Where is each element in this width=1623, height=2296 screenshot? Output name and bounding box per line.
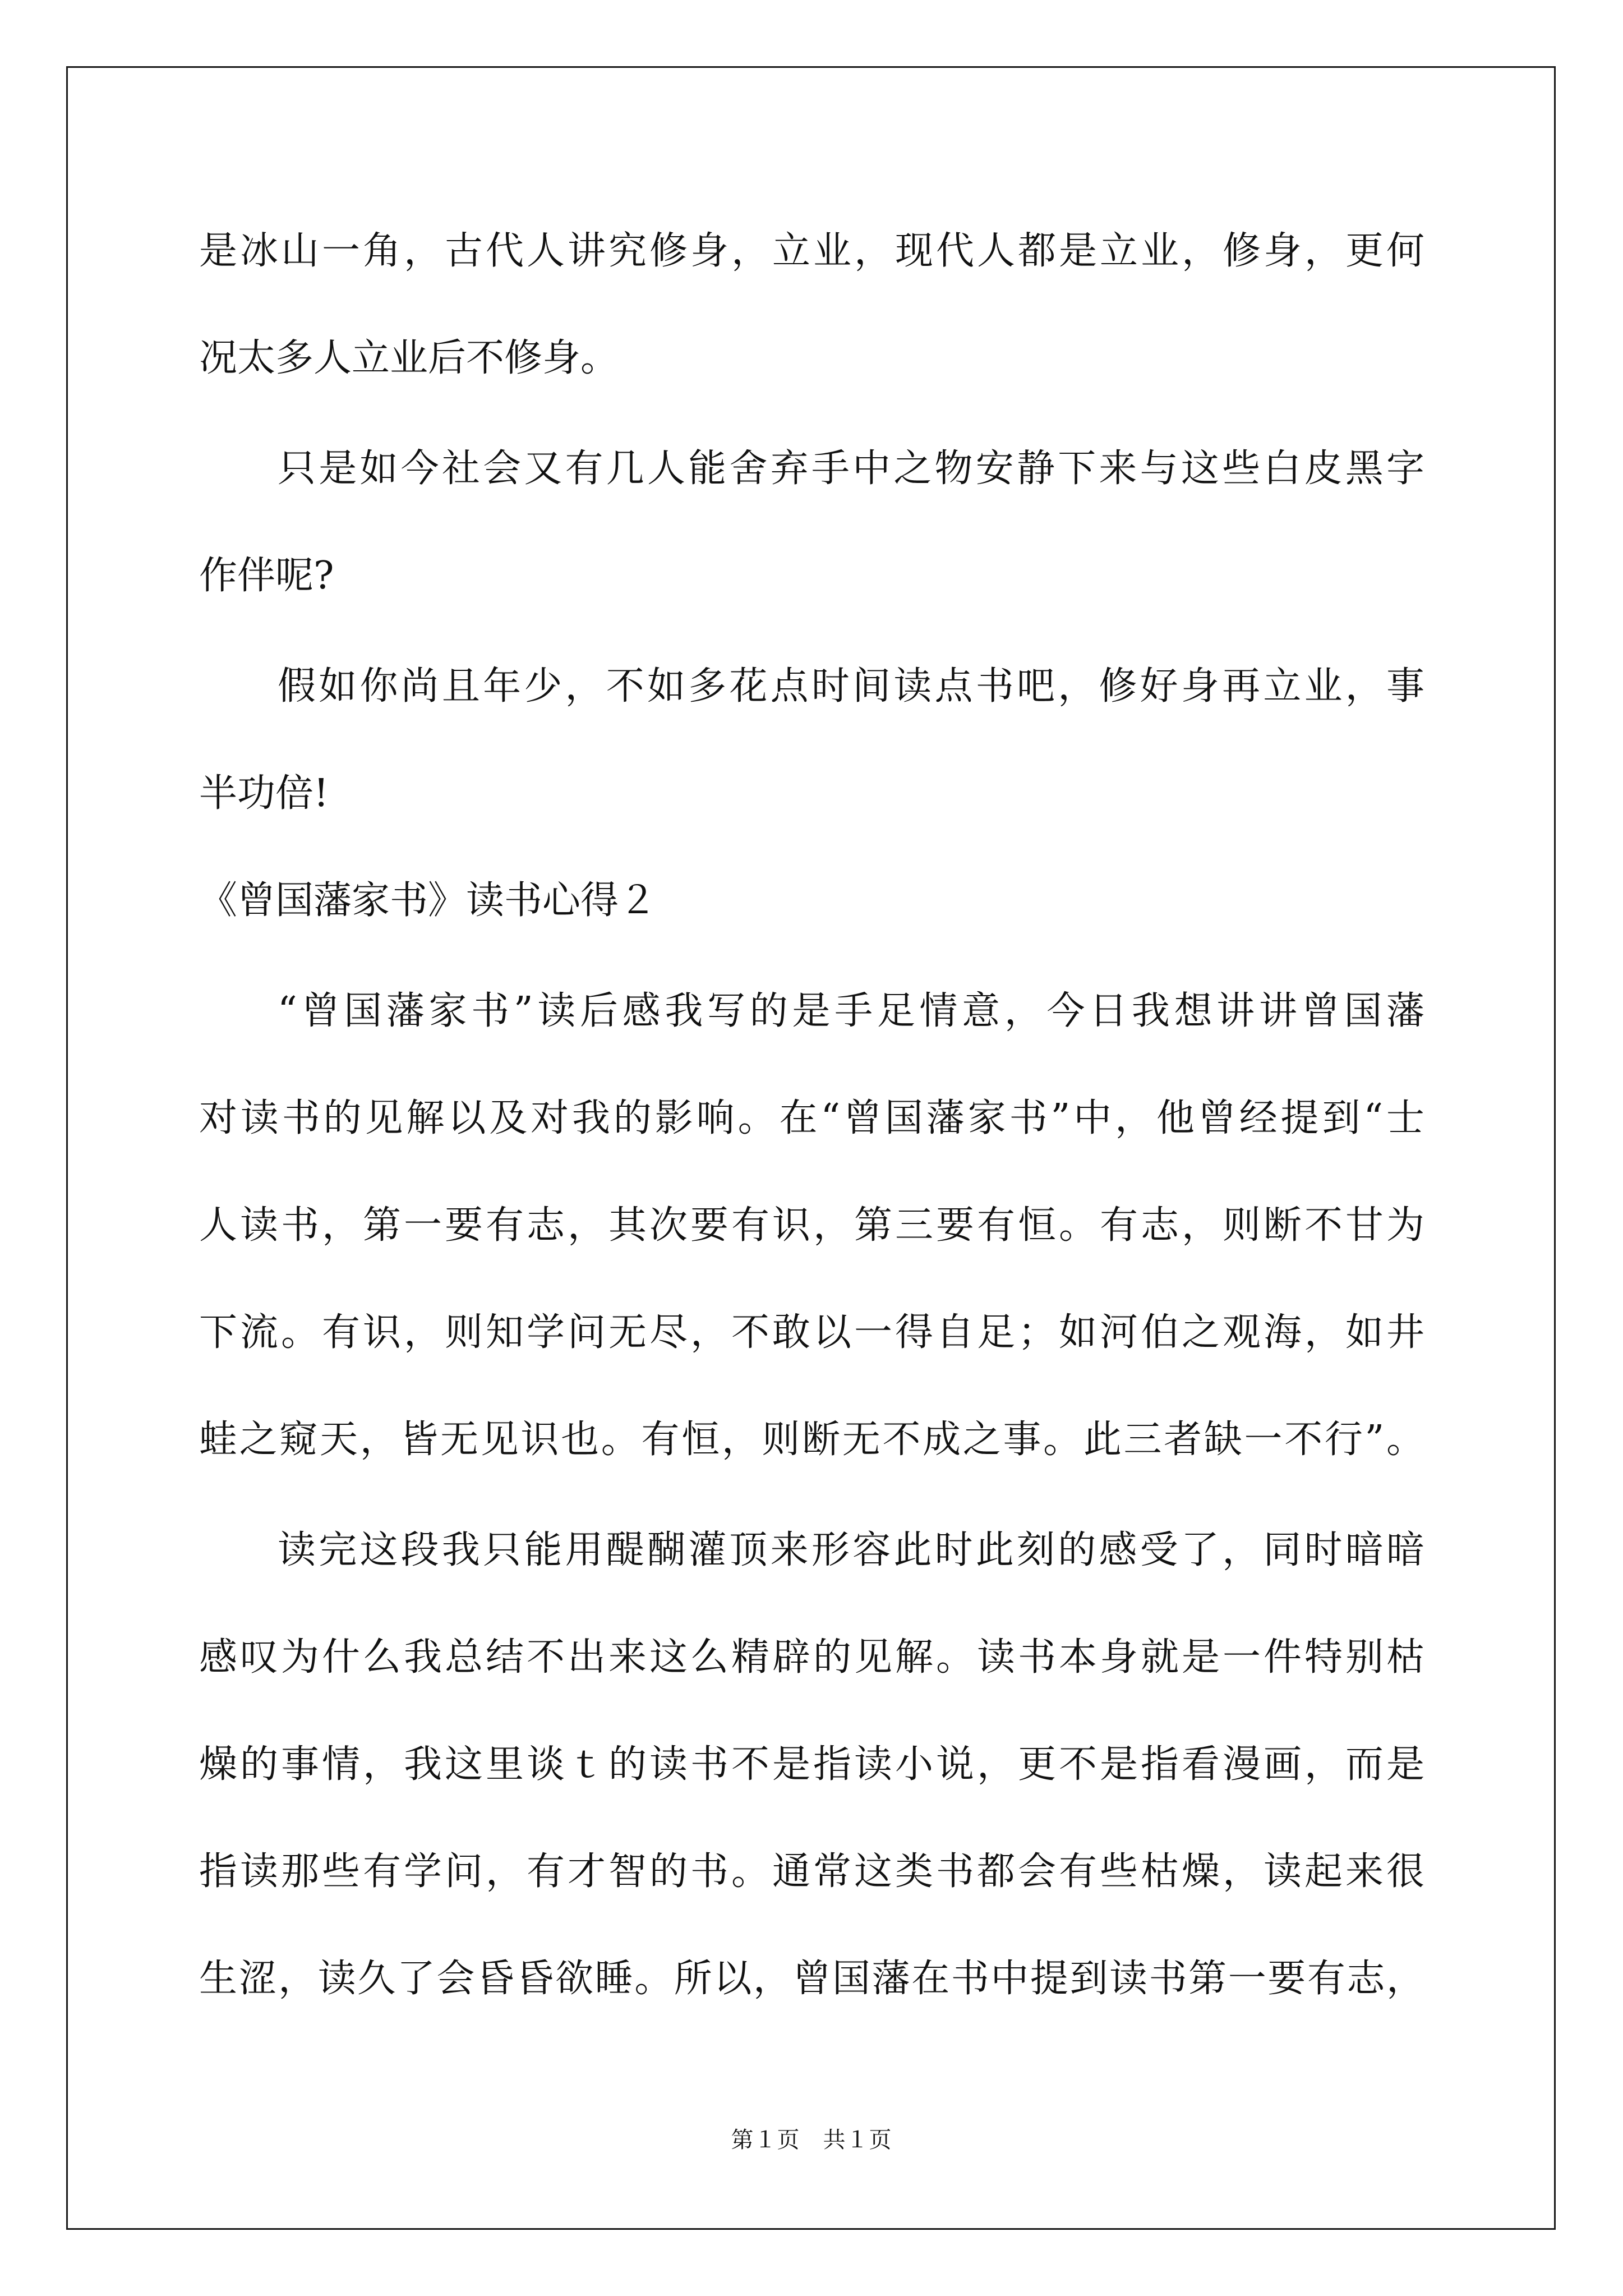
text-line-13: 读完这段我只能用醍醐灌顶来形容此时此刻的感受了，同时暗暗 bbox=[278, 1528, 1424, 1572]
text-line-10: 人读书，第一要有志，其次要有识，第三要有恒。有志，则断不甘为 bbox=[199, 1203, 1424, 1248]
text-line-2: 况太多人立业后不修身。 bbox=[199, 336, 619, 380]
page-border bbox=[66, 66, 1556, 2230]
text-line-15: 燥的事情，我这里谈ｔ的读书不是指读小说，更不是指看漫画，而是 bbox=[199, 1742, 1424, 1787]
text-line-4: 作伴呢? bbox=[199, 554, 334, 598]
text-line-3: 只是如今社会又有几人能舍弃手中之物安静下来与这些白皮黑字 bbox=[278, 447, 1424, 491]
text-line-17: 生涩，读久了会昏昏欲睡。所以，曾国藩在书中提到读书第一要有志， bbox=[199, 1957, 1424, 2001]
text-line-5: 假如你尚且年少，不如多花点时间读点书吧，修好身再立业，事 bbox=[278, 664, 1424, 708]
page-footer: 第１页 共１页 bbox=[731, 2127, 892, 2153]
text-line-8: “曾国藩家书”读后感我写的是手足情意，今日我想讲讲曾国藩 bbox=[278, 989, 1424, 1033]
text-line-11: 下流。有识，则知学问无尽，不敢以一得自足；如河伯之观海，如井 bbox=[199, 1310, 1424, 1355]
text-line-6: 半功倍! bbox=[199, 771, 329, 816]
text-line-9: 对读书的见解以及对我的影响。在“曾国藩家书”中，他曾经提到“士 bbox=[199, 1096, 1424, 1140]
section-heading: 《曾国藩家书》读书心得２ bbox=[199, 878, 657, 923]
text-line-16: 指读那些有学问，有才智的书。通常这类书都会有些枯燥，读起来很 bbox=[199, 1849, 1424, 1894]
text-line-12: 蛙之窥天，皆无见识也。有恒，则断无不成之事。此三者缺一不行”。 bbox=[199, 1418, 1424, 1462]
text-line-1: 是冰山一角，古代人讲究修身，立业，现代人都是立业，修身，更何 bbox=[199, 229, 1424, 273]
text-line-14: 感叹为什么我总结不出来这么精辟的见解。读书本身就是一件特别枯 bbox=[199, 1635, 1424, 1680]
